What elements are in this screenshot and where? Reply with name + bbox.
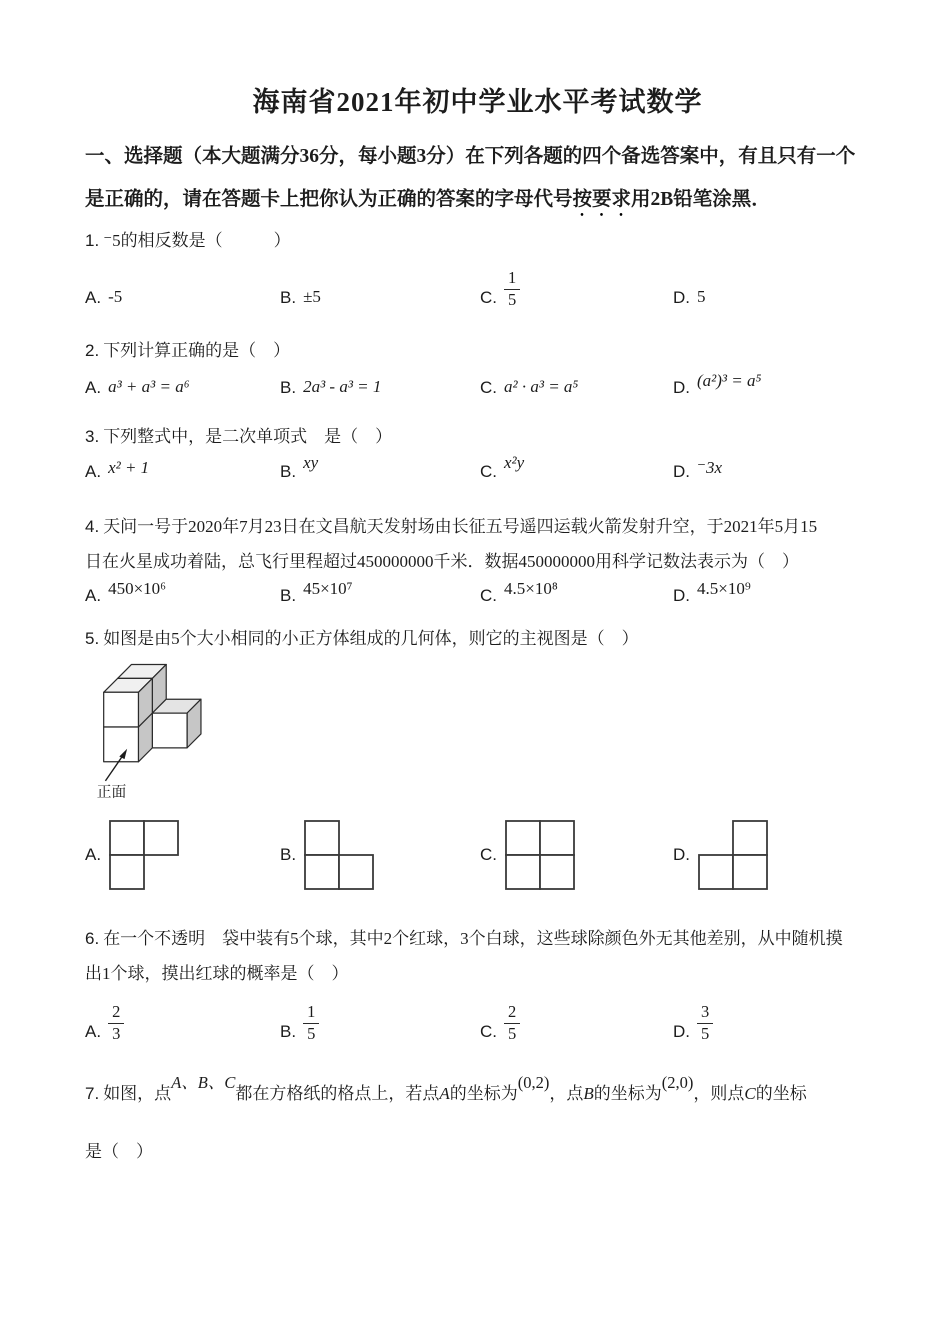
question-4-stem-line1: 4. 天问一号于2020年7月23日在文昌航天发射场由长征五号遥四运载火箭发射升空，于2021年5月15 xyxy=(85,517,818,537)
cube-front-face xyxy=(152,713,187,748)
option-d: D. $\frac{3}{5}$ xyxy=(673,999,713,1041)
question-3-options xyxy=(85,453,870,481)
question-4 xyxy=(85,509,870,605)
option-d: D. 5 xyxy=(673,287,706,307)
view-option-grid xyxy=(504,819,576,891)
option-d: D. 4.5×10⁹ xyxy=(673,579,751,605)
figure-front-label: 正面 xyxy=(96,784,127,801)
coordinate-a: (0,2) xyxy=(517,1072,550,1092)
option-c: C. $\frac{1}{5}$ xyxy=(480,265,673,307)
page-title: 海南省2021年初中学业水平考试数学 xyxy=(252,87,703,117)
question-3-stem: 3. 下列整式中，是二次单项式 是（ ） xyxy=(85,427,393,447)
option-b: B. xy xyxy=(280,453,319,481)
question-6 xyxy=(85,921,870,1041)
option-c: C. a² · a³ = a⁵ xyxy=(480,377,579,397)
point-names: A、B、C xyxy=(171,1072,236,1092)
question-7-stem-line2: 是（ ） xyxy=(85,1141,153,1161)
option-a: A. 450×10⁶ xyxy=(85,579,167,605)
coordinate-b: (2,0) xyxy=(661,1072,694,1092)
question-7-stem-line1: 7. 如图，点A、B、C都在方格纸的格点上，若点A的坐标为(0,2)，点B的坐标为(2,0)，则点C的坐标 xyxy=(85,1072,807,1103)
option-d: D. ⁻3x xyxy=(673,458,723,481)
view-option-grid xyxy=(108,819,180,891)
question-5-options xyxy=(85,819,870,891)
option-a: A. -5 xyxy=(85,287,123,307)
option-b: B. 2a³ - a³ = 1 xyxy=(280,377,382,397)
option-c: C. $\frac{2}{5}$ xyxy=(480,999,673,1041)
view-option-grid xyxy=(303,819,375,891)
page-content xyxy=(0,80,950,1169)
fraction: $\frac{2}{5}$ xyxy=(504,1002,520,1044)
question-1-options xyxy=(85,265,870,307)
cube-figure xyxy=(95,661,247,800)
view-option-grid xyxy=(697,819,769,891)
question-4-stem-line2: 日在火星成功着陆，总飞行里程超过450000000千米．数据450000000用科学记数法表示为（ ） xyxy=(85,552,799,572)
fraction: $\frac{1}{5}$ xyxy=(303,1002,319,1044)
option-a: A. xyxy=(85,819,280,891)
option-b: B. ±5 xyxy=(280,287,321,307)
question-7 xyxy=(85,1074,870,1169)
option-d: D. (a²)³ = a⁵ xyxy=(673,371,762,397)
option-a: A. a³ + a³ = a⁶ xyxy=(85,377,190,397)
question-2-stem: 2. 下列计算正确的是（ ） xyxy=(85,341,291,361)
section-header-line1: 一、选择题（本大题满分36分，每小题3分）在下列各题的四个备选答案中，有且只有一个 xyxy=(85,146,856,167)
question-3 xyxy=(85,423,870,481)
section-header xyxy=(85,135,870,221)
fraction: $\frac{2}{3}$ xyxy=(108,1002,124,1044)
option-a: A. x² + 1 xyxy=(85,458,150,481)
fraction: $\frac{3}{5}$ xyxy=(697,1002,713,1044)
section-header-line2: 是正确的，请在答题卡上把你认为正确的答案的字母代号按要求用2B铅笔涂黑． xyxy=(85,189,771,210)
question-5-stem: 5. 如图是由5个大小相同的小正方体组成的几何体，则它的主视图是（ ） xyxy=(85,629,639,649)
option-a: A. $\frac{2}{3}$ xyxy=(85,999,280,1041)
question-2-options xyxy=(85,371,870,397)
emphasized-text: 按要求 xyxy=(572,189,632,210)
cube-front-face xyxy=(104,693,139,728)
question-4-options xyxy=(85,579,870,605)
option-b: B. $\frac{1}{5}$ xyxy=(280,999,480,1041)
option-c: C. x²y xyxy=(480,453,525,481)
option-b: B. xyxy=(280,819,480,891)
question-1-stem: 1. ⁻5的相反数是（ ） xyxy=(85,231,291,250)
question-6-options xyxy=(85,999,870,1041)
question-6-stem-line1: 6. 在一个不透明 袋中装有5个球，其中2个红球，3个白球，这些球除颜色外无其他差别，从中随机摸 xyxy=(85,929,843,949)
question-6-stem-line2: 出1个球，摸出红球的概率是（ ） xyxy=(85,964,349,984)
option-b: B. 45×10⁷ xyxy=(280,579,353,605)
fraction: $\frac{1}{5}$ xyxy=(504,268,520,310)
option-c: C. 4.5×10⁸ xyxy=(480,579,558,605)
option-d: D. xyxy=(673,819,769,891)
question-2 xyxy=(85,337,870,397)
question-1 xyxy=(85,227,870,307)
option-c: C. xyxy=(480,819,673,891)
question-5 xyxy=(85,625,870,891)
cube-figure-wrap xyxy=(95,661,870,805)
